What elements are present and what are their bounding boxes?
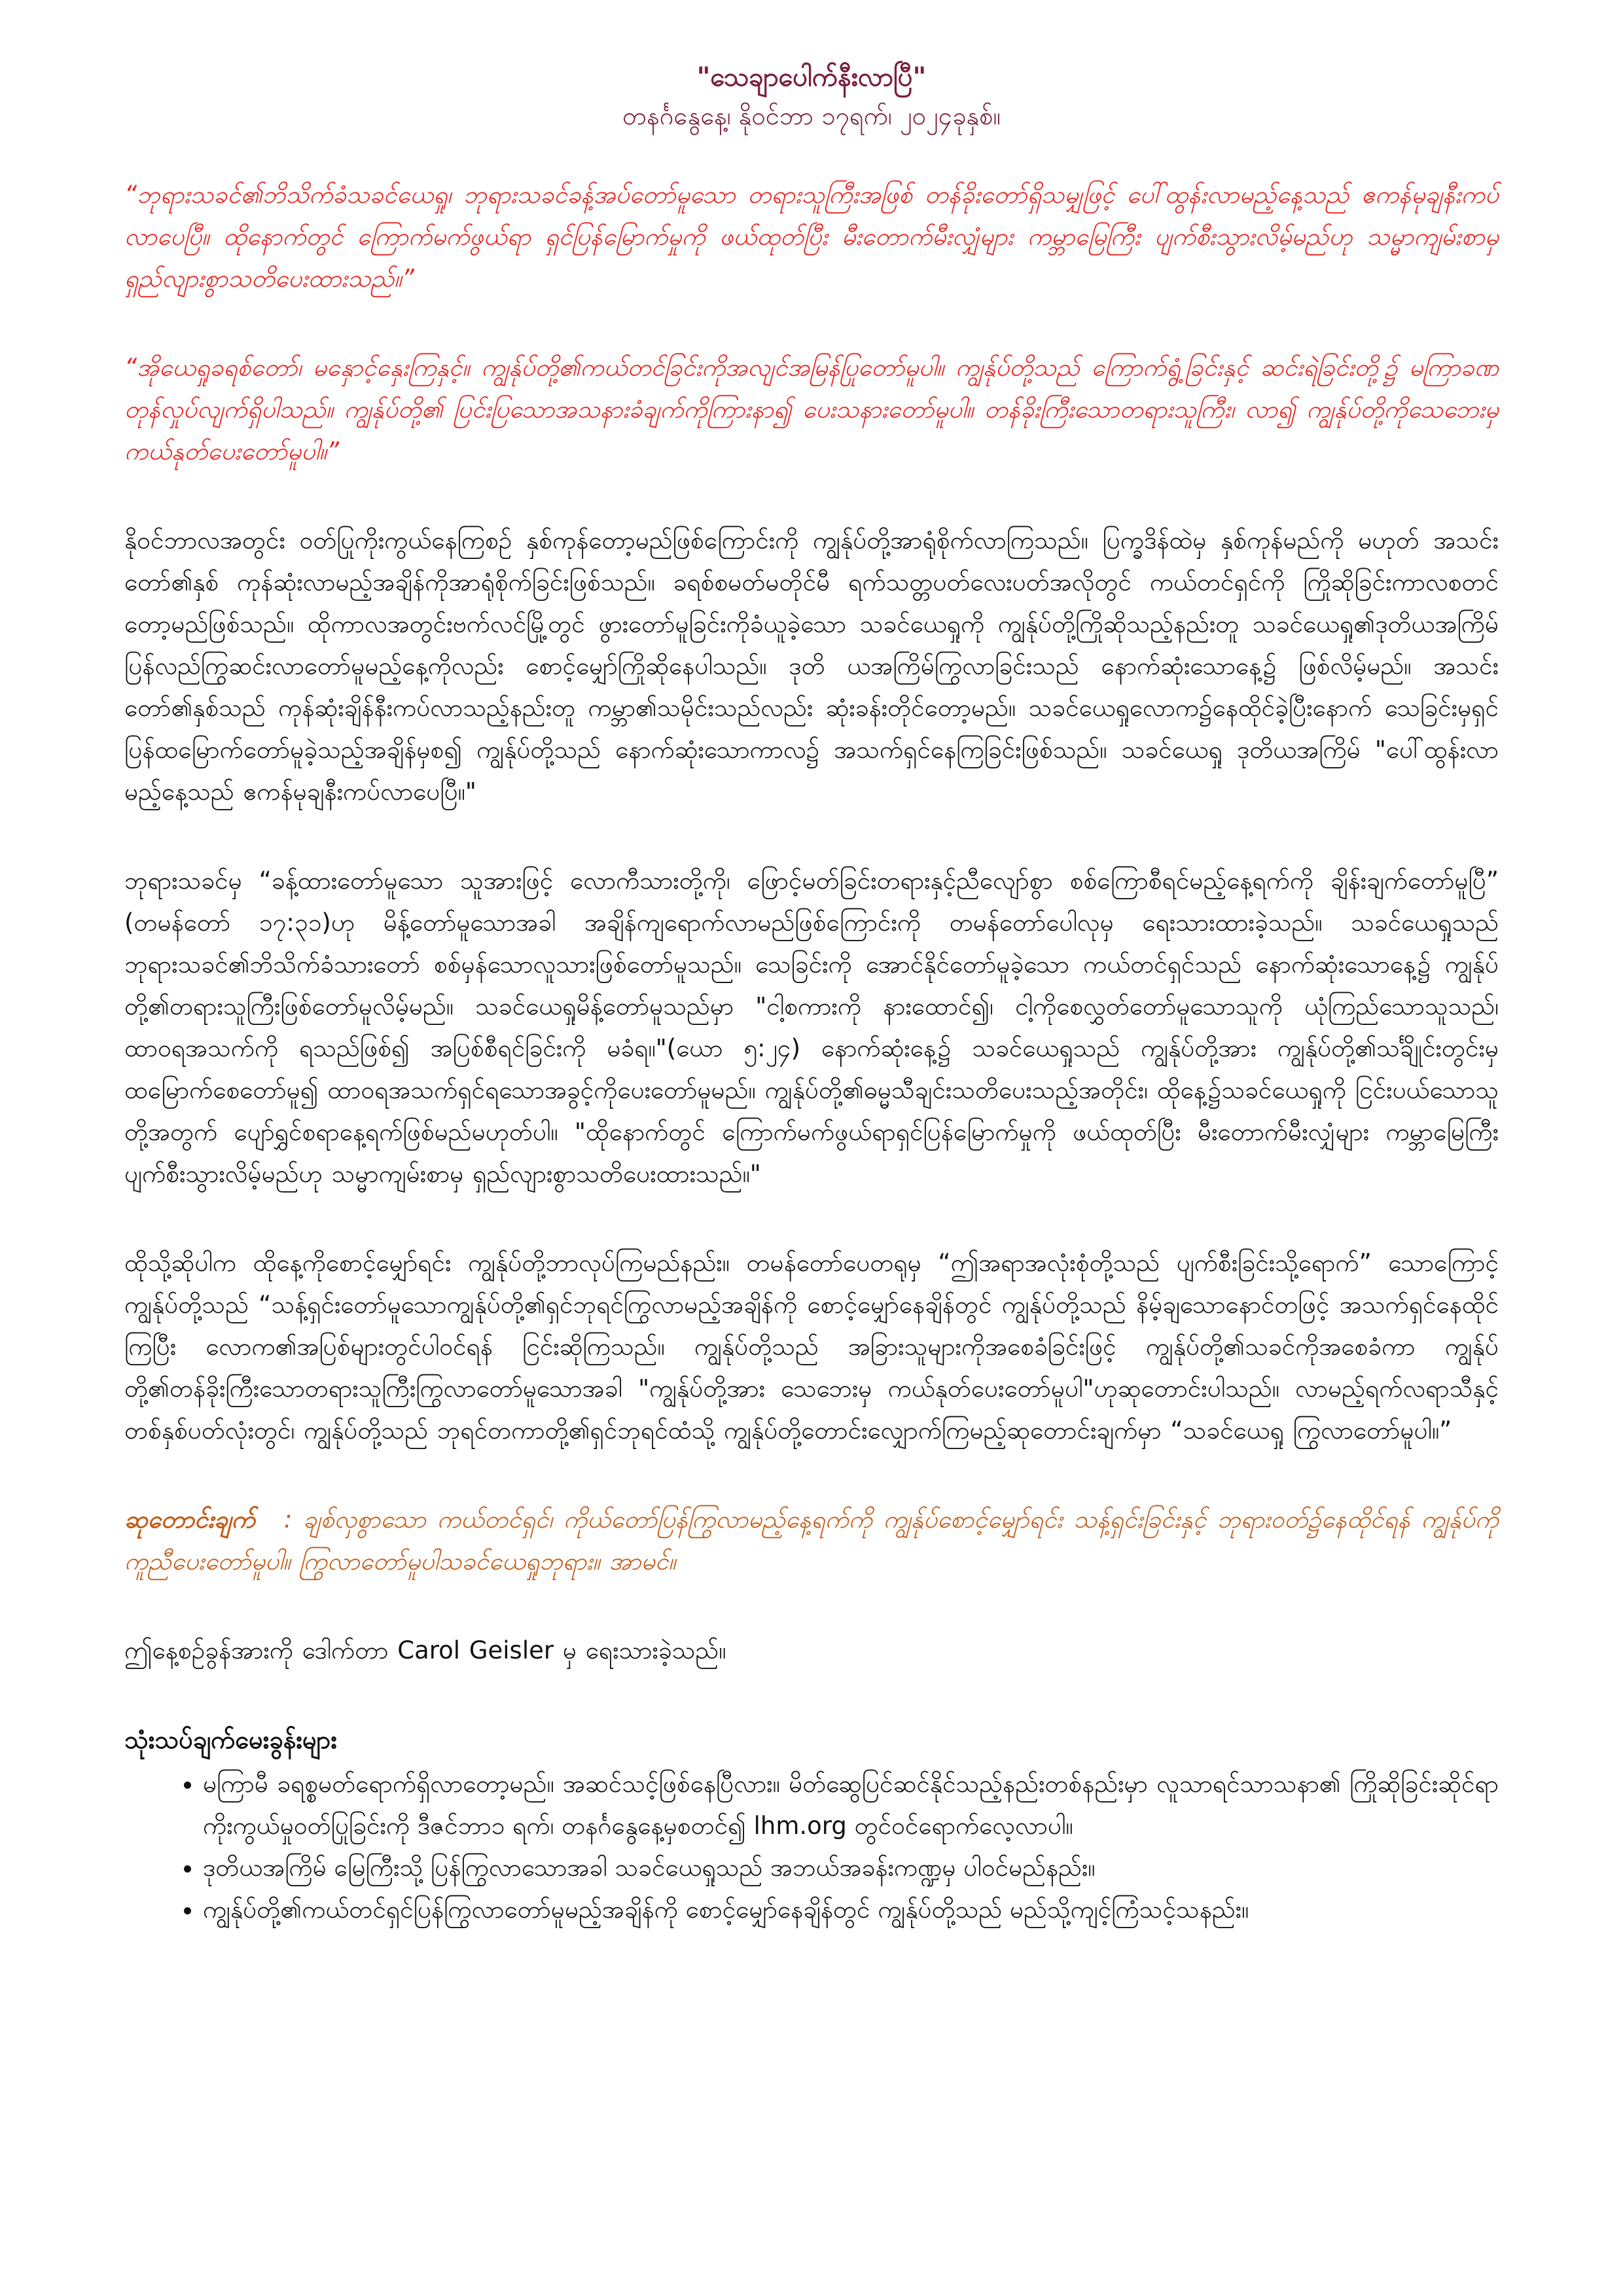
- spacer: [124, 1452, 1499, 1499]
- reflection-question: • ကျွန်ုပ်တို့၏ကယ်တင်ရှင်ပြန်ကြွလာတော်မူမည့်အချိန်ကို စောင့်မျှော်နေချိန်တွင် ကျွန်ုပ်တို့သည် မည်သို့ကျင့်ကြံသင့်သနည်း။: [203, 1889, 1499, 1931]
- spacer: [124, 1195, 1499, 1242]
- prayer-quote: “အိုယေရှုခရစ်တော်၊ မနှောင့်နှေးကြနှင့်။ ကျွန်ုပ်တို့၏ကယ်တင်ခြင်းကိုအလျင်အမြန်ပြုတော်မူပါ။ ကျွန်ုပ်တို့သည် ကြောက်ရွံ့ခြင်းနှင့် ဆင်းရဲခြင်းတို့၌ မကြာခဏတုန်လှုပ်လျက်ရှိပါသည်။ ကျွန်ုပ်တို့၏ ပြင်းပြသောအသနားခံချက်ကိုကြားနာ၍ ပေးသနားတော်မူပါ။ တန်ခိုးကြီးသောတရားသူကြီး၊ လာ၍ ကျွန်ုပ်တို့ကိုသေဘေးမှ ကယ်နုတ်ပေးတော်မူပါ။”: [124, 353, 1499, 465]
- body-paragraph: ဘုရားသခင်မှ “ခန့်ထားတော်မူသော သူအားဖြင့် လောကီသားတို့ကို၊ ဖြောင့်မတ်ခြင်းတရားနှင့်ညီလျော်စွာ စစ်ကြောစီရင်မည့်နေ့ရက်ကို ချိန်းချက်တော်မူပြီ” (တမန်တော် ၁၇:၃၁)ဟု မိန့်တော်မူသောအခါ အချိန်ကျရောက်လာမည်ဖြစ်ကြောင်းကို တမန်တော်ပေါလုမှ ရေးသားထားခဲ့သည်။ သခင်ယေရှုသည် ဘုရားသခင်၏ဘိသိက်ခံသားတော် စစ်မှန်သောလူသားဖြစ်တော်မူသည်။ သေခြင်းကို အောင်နိုင်တော်မူခဲ့သော ကယ်တင်ရှင်သည် နောက်ဆုံးသောနေ့၌ ကျွန်ုပ်တို့၏တရားသူကြီးဖြစ်တော်မူလိမ့်မည်။ သခင်ယေရှုမိန့်တော်မူသည်မှာ "ငါ့စကားကို နားထောင်၍၊ ငါ့ကိုစေလွှတ်တော်မူသောသူကို ယုံကြည်သောသူသည်၊ ထာဝရအသက်ကို ရသည်ဖြစ်၍ အပြစ်စီရင်ခြင်းကို မခံရ။"(ယော ၅:၂၄) နောက်ဆုံးနေ့၌ သခင်ယေရှုသည် ကျွန်ုပ်တို့အား ကျွန်ုပ်တို့၏သင်္ချိုင်းတွင်းမှ ထမြောက်စေတော်မူ၍ ထာဝရအသက်ရှင်ရသောအခွင့်ကိုပေးတော်မူမည်။ ကျွန်ုပ်တို့၏ဓမ္မသီချင်းသတိပေးသည့်အတိုင်း၊ ထိုနေ့၌သခင်ယေရှုကို ငြင်းပယ်သောသူတို့အတွက် ပျော်ရွှင်စရာနေ့ရက်ဖြစ်မည်မဟုတ်ပါ။ "ထိုနောက်တွင် ကြောက်မက်ဖွယ်ရာရှင်ပြန်မြောက်မှုကို ဖယ်ထုတ်ပြီး မီးတောက်မီးလျှံများ ကမ္ဘာမြေကြီး ပျက်စီးသွားလိမ့်မည်ဟု သမ္မာကျမ်းစာမှ ရှည်လျားစွာသတိပေးထားသည်။": [124, 867, 1499, 1188]
- page-date: တနင်္ဂနွေနေ့၊ နိုဝင်ဘာ ၁၇ရက်၊ ၂၀၂၄ခုနှစ်။: [622, 101, 1001, 130]
- reflection-question: • ဒုတိယအကြိမ် မြေကြီးသို့ ပြန်ကြွလာသောအခါ သခင်ယေရှုသည် အဘယ်အခန်းကဏ္ဍမှ ပါဝင်မည်နည်း။: [203, 1847, 1499, 1889]
- body-paragraph: နိုဝင်ဘာလအတွင်း ဝတ်ပြုကိုးကွယ်နေကြစဉ် နှစ်ကုန်တော့မည်ဖြစ်ကြောင်းကို ကျွန်ုပ်တို့အာရုံစိုက်လာကြသည်။ ပြက္ခဒိန်ထဲမှ နှစ်ကုန်မည်ကို မဟုတ် အသင်းတော်၏နှစ် ကုန်ဆုံးလာမည့်အချိန်ကိုအာရုံစိုက်ခြင်းဖြစ်သည်။ ခရစ်စမတ်မတိုင်မီ ရက်သတ္တပတ်လေးပတ်အလိုတွင် ကယ်တင်ရှင်ကို ကြိုဆိုခြင်းကာလစတင်တော့မည်ဖြစ်သည်။ ထိုကာလအတွင်းဗက်လင်မြို့တွင် ဖွားတော်မူခြင်းကိုခံယူခဲ့သော သခင်ယေရှုကို ကျွန်ုပ်တို့ကြိုဆိုသည့်နည်းတူ သခင်ယေရှု၏ဒုတိယအကြိမ်ပြန်လည်ကြွဆင်းလာတော်မူမည့်နေ့ကိုလည်း စောင့်မျှော်ကြိုဆိုနေပါသည်။ ဒုတိ ယအကြိမ်ကြွလာခြင်းသည် နောက်ဆုံးသောနေ့၌ ဖြစ်လိမ့်မည်။ အသင်းတော်၏နှစ်သည် ကုန်ဆုံးချိန်နီးကပ်လာသည့်နည်းတူ ကမ္ဘာ၏သမိုင်းသည်လည်း ဆုံးခန်းတိုင်တော့မည်။ သခင်ယေရှုလောက၌နေထိုင်ခဲ့ပြီးနောက် သေခြင်းမှရှင်ပြန်ထမြောက်တော်မူခဲ့သည့်အချိန်မှစ၍ ကျွန်ုပ်တို့သည် နောက်ဆုံးသောကာလ၌ အသက်ရှင်နေကြခြင်းဖြစ်သည်။ သခင်ယေရှု ဒုတိယအကြိမ် "ပေါ်ထွန်းလာမည့်နေ့သည် ဧကန်မုချနီးကပ်လာပေပြီ။": [124, 526, 1499, 806]
- reflection-question: • မကြာမီ ခရစ္စမတ်ရောက်ရှိလာတော့မည်။ အဆင်သင့်ဖြစ်နေပြီလား။ မိတ်ဆွေပြင်ဆင်နိုင်သည့်နည်းတစ်နည်းမှာ လူသာရင်သာသနာ၏ ကြိုဆိုခြင်းဆိုင်ရာကိုးကွယ်မှုဝတ်ပြုခြင်းကို ဒီဇင်ဘာ၁ ရက်၊ တနင်္ဂနွေနေ့မှစတင်၍ lhm.org တွင်ဝင်ရောက်လေ့လာပါ။: [203, 1763, 1499, 1847]
- reflection-heading: သုံးသပ်ချက်မေးခွန်းများ: [124, 1725, 338, 1754]
- spacer: [124, 813, 1499, 860]
- body-paragraph: ထိုသို့ဆိုပါက ထိုနေ့ကိုစောင့်မျှော်ရင်း ကျွန်ုပ်တို့ဘာလုပ်ကြမည်နည်း။ တမန်တော်ပေတရုမှ “ဤအရာအလုံးစုံတို့သည် ပျက်စီးခြင်းသို့ရောက်” သောကြောင့် ကျွန်ုပ်တို့သည် “သန့်ရှင်းတော်မူသောကျွန်ုပ်တို့၏ရှင်ဘုရင်ကြွလာမည့်အချိန်ကို စောင့်မျှော်နေချိန်တွင် ကျွန်ုပ်တို့သည် နိမ့်ချသောနောင်တဖြင့် အသက်ရှင်နေထိုင်ကြပြီး လောက၏အပြစ်များတွင်ပါဝင်ရန် ငြင်းဆိုကြသည်။ ကျွန်ုပ်တို့သည် အခြားသူများကိုအစေခံခြင်းဖြင့် ကျွန်ုပ်တို့၏သခင်ကိုအစေခံကာ ကျွန်ုပ်တို့၏တန်ခိုးကြီးသောတရားသူကြီးကြွလာတော်မူသောအခါ "ကျွန်ုပ်တို့အား သေဘေးမှ ကယ်နုတ်ပေးတော်မူပါ"ဟုဆုတောင်းပါသည်။ လာမည့်ရက်လရာသီနှင့် တစ်နှစ်ပတ်လုံးတွင်၊ ကျွန်ုပ်တို့သည် ဘုရင်တကာတို့၏ရှင်ဘုရင်ထံသို့ ကျွန်ုပ်တို့တောင်းလျှောက်ကြမည့်ဆုတောင်းချက်မှာ “သခင်ယေရှု ကြွလာတော်မူပါ။”: [124, 1249, 1499, 1444]
- prayer-text: : ချစ်လှစွာသော ကယ်တင်ရှင်၊ ကိုယ်တော်ပြန်ကြွလာမည့်နေ့ရက်ကို ကျွန်ုပ်စောင့်မျှော်ရင်း သန့်ရှင်းခြင်းနှင့် ဘုရားဝတ်၌နေထိုင်ရန် ကျွန်ုပ်ကို ကူညီပေးတော်မူပါ။ ကြွလာတော်မူပါသခင်ယေရှုဘုရား။ အာမင်။: [124, 1505, 1499, 1575]
- prayer-section: [124, 1499, 1499, 1583]
- spacer: [124, 1583, 1499, 1630]
- page-title: "သေချာပေါက်နီးလာပြီ": [696, 62, 927, 92]
- reflection-list: [124, 1763, 1499, 1931]
- author-credit: ဤနေ့စဉ်ခွန်အားကို ဒေါက်တာ Carol Geisler မှ ရေးသားခဲ့သည်။: [124, 1636, 726, 1664]
- opening-quote: “ဘုရားသခင်၏ဘိသိက်ခံသခင်ယေရှု၊ ဘုရားသခင်ခန့်အပ်တော်မူသော တရားသူကြီးအဖြစ် တန်ခိုးတော်ရှိသမျှဖြင့် ပေါ်ထွန်းလာမည့်နေ့သည် ဧကန်မုချနီးကပ်လာပေပြီ။ ထိုနောက်တွင် ကြောက်မက်ဖွယ်ရာ ရှင်ပြန်မြောက်မှုကို ဖယ်ထုတ်ပြီး မီးတောက်မီးလျှံများ ကမ္ဘာမြေကြီး ပျက်စီးသွားလိမ့်မည်ဟု သမ္မာကျမ်းစာမှ ရှည်လျားစွာသတိပေးထားသည်။”: [124, 181, 1499, 293]
- prayer-label: ဆုတောင်းချက်: [124, 1505, 255, 1534]
- spacer: [124, 300, 1499, 347]
- spacer: [124, 1672, 1499, 1719]
- spacer: [124, 473, 1499, 520]
